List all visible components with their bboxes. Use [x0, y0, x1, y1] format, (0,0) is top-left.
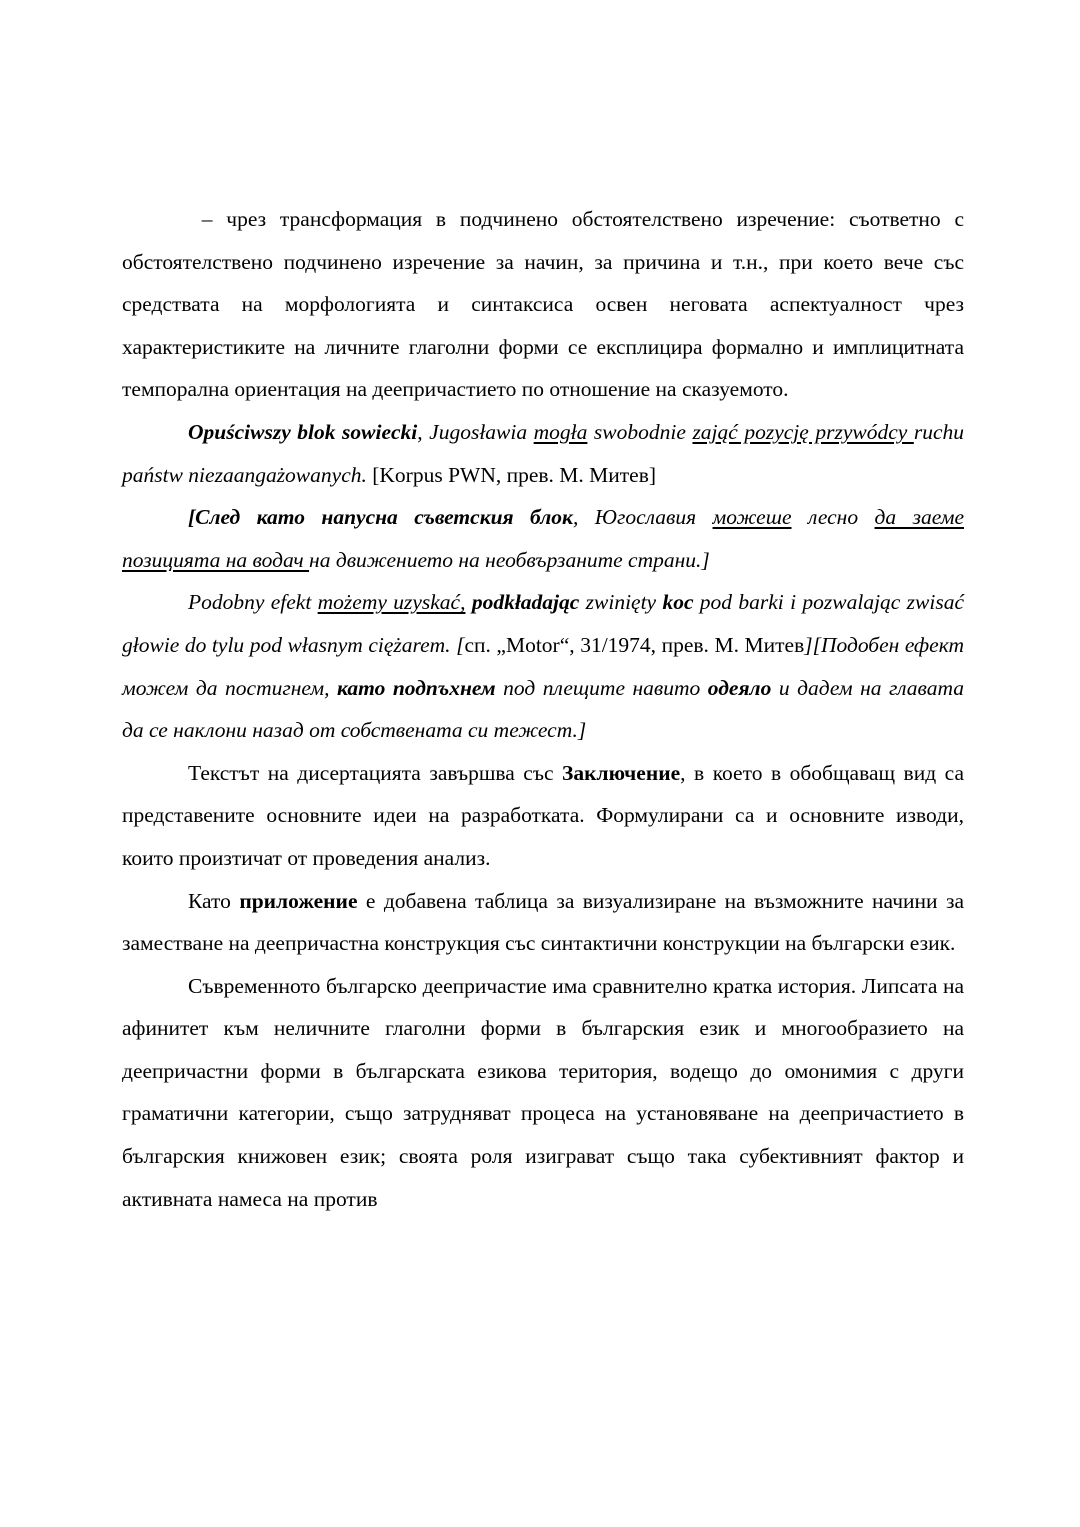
example-2: [122, 581, 964, 751]
text-run: , Jugosławia: [417, 419, 534, 444]
text-run: swobodnie: [587, 419, 693, 444]
gerund-word: podkładając: [471, 590, 580, 615]
paragraph-history: Съвременното българско деепричастие има сравнително кратка история. Липсата на афинитет към неличните глаголни форми в българския език и многообразието на деепричастни форми в българската езикова територия, водещо до омонимия с други граматични категории, също затрудняват процеса на установяване на деепричастието в българския книжовен език; своята роля изиграват също така субективният фактор и активната намеса на против: [122, 973, 964, 1211]
paragraph-transformation: – чрез трансформация в подчинено обстоятелствено изречение: съответно с обстоятелствено подчинено изречение за начин, за причина и т.н., при което вече със средствата на морфологията и синтаксиса освен неговата аспектуалност чрез характеристиките на личните глаголни форми се експлицира формално и имплицитната темпорална ориентация на деепричастието по отношение на сказуемото.: [122, 207, 964, 402]
underlined-verb: możemy uzyskać,: [317, 590, 466, 615]
text-run: pod barki i pozwalając zwisać głowie do tylu pod własnym ciężarem. [: [122, 590, 964, 657]
gerund-phrase: Opuściwszy blok sowiecki: [188, 419, 418, 444]
text-run: ][Подобен ефект можем да постигнем,: [122, 632, 964, 700]
document-page: [122, 198, 964, 1220]
paragraph-conclusion: [122, 752, 964, 880]
text-run: ruchu państw niezaangażowanych.: [122, 419, 964, 487]
bold-term: приложение: [239, 888, 358, 913]
text-run: Podobny efekt: [188, 590, 318, 615]
underlined-verb: можеше: [712, 505, 792, 530]
underlined-verb: zająć pozycję przywódcy: [692, 419, 914, 444]
gerund-phrase: като подпъхнем: [337, 675, 496, 700]
text-run: Като: [188, 888, 240, 913]
bold-term: Заключение: [562, 760, 681, 785]
underlined-verb: mogła: [533, 419, 588, 444]
text-run: е добавена таблица за визуализиране на възможните начини за заместване на деепричастна конструкция със синтактични конструкции на български език.: [122, 888, 964, 956]
text-run: под плещите навито: [495, 675, 708, 700]
text-run: zwinięty: [579, 590, 663, 615]
bold-word: koc: [662, 590, 694, 615]
source-citation: [Korpus PWN, прев. М. Митев]: [366, 462, 657, 487]
bold-word: одеяло: [707, 675, 772, 700]
source-citation: сп. „Motor“, 31/1974, прев. М. Митев: [464, 632, 805, 657]
text-run: , в което в обобщаващ вид са представените основните идеи на разработката. Формулирани са и основните изводи, които произтичат от проведения анализ.: [122, 760, 964, 870]
example-bulgarian-1: [122, 496, 964, 581]
example-polish-1: [122, 411, 964, 496]
text-run: и дадем на главата да се наклони назад от собствената си тежест.]: [122, 675, 964, 743]
text-run: лесно: [791, 505, 875, 530]
text-run: Текстът на дисертацията завършва със: [188, 760, 563, 785]
gerund-phrase: [След като напусна съветския блок: [188, 505, 573, 530]
text-run: , Югославия: [572, 505, 713, 530]
paragraph-appendix: [122, 880, 964, 965]
underlined-verb: да заеме позицията на водач: [122, 505, 964, 572]
text-run: на движението на необвързаните страни.]: [309, 547, 710, 572]
